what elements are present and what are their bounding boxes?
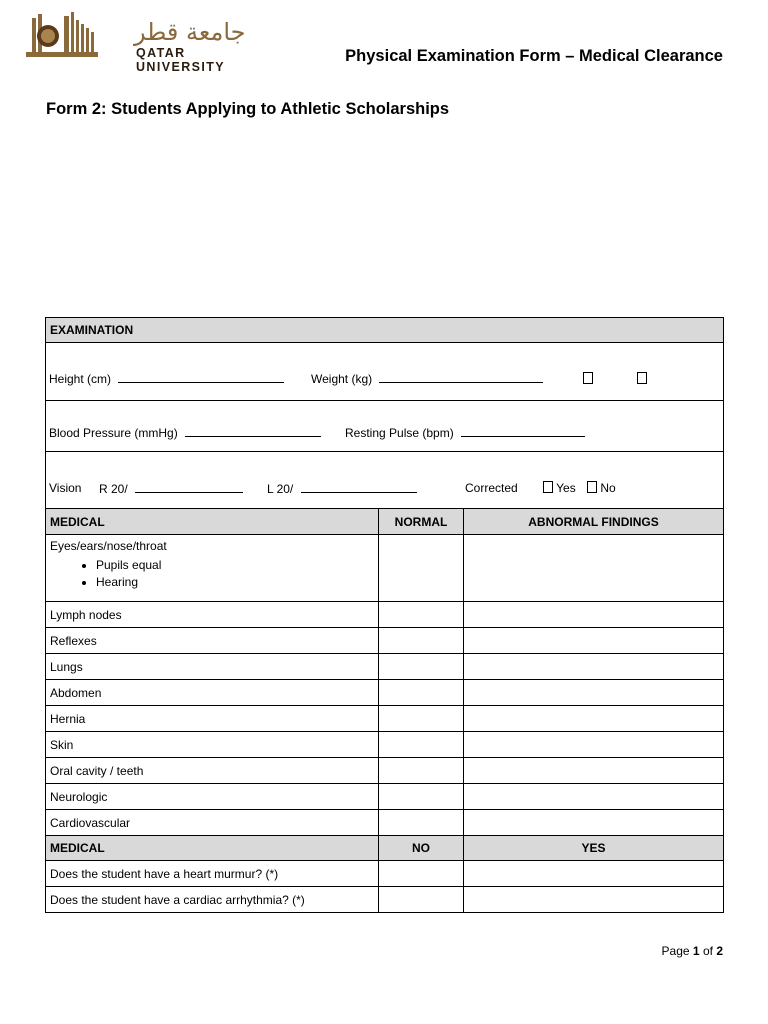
corrected-yes-checkbox[interactable]	[543, 481, 553, 493]
document-title: Physical Examination Form – Medical Clearance	[345, 47, 723, 65]
table-row	[45, 628, 724, 654]
vision-row	[45, 452, 724, 509]
table-row	[45, 535, 724, 602]
neurologic-normal-cell[interactable]	[379, 784, 464, 809]
unlabeled-checkbox-1[interactable]	[583, 372, 593, 384]
cardiac-medical-col-header: MEDICAL	[46, 836, 379, 860]
ent-label: Eyes/ears/nose/throat	[50, 539, 167, 553]
lymph-nodes-label: Lymph nodes	[46, 602, 379, 627]
heart-murmur-question: Does the student have a heart murmur? (*)	[46, 861, 379, 886]
cardiovascular-abnormal-cell[interactable]	[464, 810, 723, 835]
weight-label: Weight (kg)	[311, 372, 373, 386]
oral-cavity-label: Oral cavity / teeth	[46, 758, 379, 783]
skin-normal-cell[interactable]	[379, 732, 464, 757]
vision-left-input[interactable]	[301, 481, 417, 493]
corrected-no-label: No	[600, 481, 616, 495]
qatar-university-logo	[26, 10, 250, 74]
hearing-item: • Hearing	[96, 575, 161, 589]
cardiac-arrhythmia-no-cell[interactable]	[379, 887, 464, 912]
table-row	[45, 810, 724, 836]
reflexes-normal-cell[interactable]	[379, 628, 464, 653]
neurologic-label: Neurologic	[46, 784, 379, 809]
lungs-label: Lungs	[46, 654, 379, 679]
medical-header-row	[45, 509, 724, 535]
logo-english-text: QATAR UNIVERSITY	[136, 46, 226, 74]
corrected-yes-label: Yes	[556, 481, 576, 495]
table-row	[45, 887, 724, 913]
yes-col-header: YES	[581, 841, 606, 855]
table-row	[45, 784, 724, 810]
abnormal-findings-col-header: ABNORMAL FINDINGS	[528, 514, 659, 529]
ent-normal-cell[interactable]	[379, 535, 464, 601]
lymph-nodes-abnormal-cell[interactable]	[464, 602, 723, 627]
table-row	[45, 732, 724, 758]
skin-abnormal-cell[interactable]	[464, 732, 723, 757]
lymph-nodes-normal-cell[interactable]	[379, 602, 464, 627]
vision-right-label: R 20/	[99, 482, 128, 496]
resting-pulse-label: Resting Pulse (bpm)	[345, 426, 454, 440]
vision-right-input[interactable]	[135, 481, 243, 493]
cardiac-arrhythmia-question: Does the student have a cardiac arrhythmia? (*)	[46, 887, 379, 912]
table-row	[45, 758, 724, 784]
lungs-normal-cell[interactable]	[379, 654, 464, 679]
hernia-label: Hernia	[46, 706, 379, 731]
abdomen-normal-cell[interactable]	[379, 680, 464, 705]
table-row	[45, 602, 724, 628]
logo-arabic-text: جامعة قطر	[134, 18, 246, 46]
vision-label: Vision	[49, 481, 82, 495]
oral-cavity-abnormal-cell[interactable]	[464, 758, 723, 783]
table-row	[45, 706, 724, 732]
hernia-normal-cell[interactable]	[379, 706, 464, 731]
blood-pressure-input[interactable]	[185, 425, 321, 437]
examination-form	[45, 317, 724, 913]
reflexes-abnormal-cell[interactable]	[464, 628, 723, 653]
no-col-header: NO	[379, 836, 464, 860]
cardiovascular-normal-cell[interactable]	[379, 810, 464, 835]
table-row	[45, 654, 724, 680]
resting-pulse-input[interactable]	[461, 425, 585, 437]
normal-col-header: NORMAL	[379, 509, 464, 534]
reflexes-label: Reflexes	[46, 628, 379, 653]
vision-left-label: L 20/	[267, 482, 294, 496]
heart-murmur-no-cell[interactable]	[379, 861, 464, 886]
page-number: Page 1 of 2	[661, 944, 723, 958]
lungs-abnormal-cell[interactable]	[464, 654, 723, 679]
ent-abnormal-cell[interactable]	[464, 535, 723, 601]
heart-murmur-yes-cell[interactable]	[464, 861, 723, 886]
cardiovascular-label: Cardiovascular	[46, 810, 379, 835]
abdomen-label: Abdomen	[46, 680, 379, 705]
form-title: Form 2: Students Applying to Athletic Scholarships	[46, 100, 450, 118]
corrected-label: Corrected	[465, 481, 518, 495]
examination-header: EXAMINATION	[50, 323, 134, 337]
cardiac-header-row	[45, 836, 724, 861]
medical-col-header: MEDICAL	[46, 509, 379, 534]
bp-pulse-row	[45, 401, 724, 452]
unlabeled-checkbox-2[interactable]	[637, 372, 647, 384]
blood-pressure-label: Blood Pressure (mmHg)	[49, 426, 178, 440]
corrected-no-checkbox[interactable]	[587, 481, 597, 493]
neurologic-abnormal-cell[interactable]	[464, 784, 723, 809]
oral-cavity-normal-cell[interactable]	[379, 758, 464, 783]
weight-input[interactable]	[379, 371, 543, 383]
abdomen-abnormal-cell[interactable]	[464, 680, 723, 705]
cardiac-arrhythmia-yes-cell[interactable]	[464, 887, 723, 912]
height-input[interactable]	[118, 371, 284, 383]
examination-header-row	[45, 317, 724, 343]
height-label: Height (cm)	[49, 372, 112, 386]
skin-label: Skin	[46, 732, 379, 757]
hernia-abnormal-cell[interactable]	[464, 706, 723, 731]
height-weight-row	[45, 343, 724, 401]
table-row	[45, 680, 724, 706]
university-emblem-icon	[26, 10, 102, 60]
table-row	[45, 861, 724, 887]
pupils-equal-item: • Pupils equal	[96, 558, 161, 572]
